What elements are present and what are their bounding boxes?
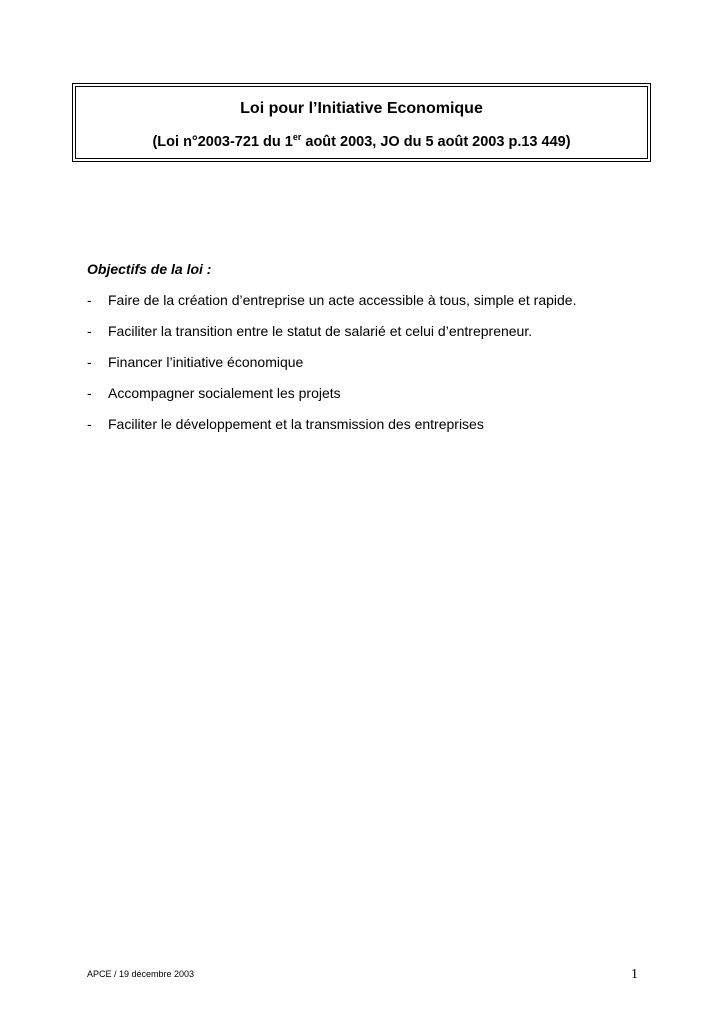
page-number: 1 — [631, 967, 638, 982]
objective-text: Financer l’initiative économique — [108, 354, 304, 370]
bullet-dash: - — [87, 416, 92, 432]
document-title: Loi pour l’Initiative Economique — [240, 100, 483, 117]
bullet-dash: - — [87, 292, 92, 308]
objective-text: Faciliter le développement et la transmission des entreprises — [108, 416, 484, 432]
section-heading: Objectifs de la loi : — [87, 261, 212, 277]
subtitle-end: août 2003, JO du 5 août 2003 p.13 449) — [301, 134, 571, 150]
objective-text: Faire de la création d’entreprise un acte accessible à tous, simple et rapide. — [108, 292, 577, 308]
subtitle-start: (Loi n°2003-721 du 1 — [152, 134, 293, 150]
bullet-dash: - — [87, 385, 92, 401]
bullet-dash: - — [87, 354, 92, 370]
bullet-dash: - — [87, 323, 92, 339]
document-subtitle — [76, 133, 647, 151]
subtitle-superscript: er — [292, 132, 302, 142]
objective-text: Accompagner socialement les projets — [108, 385, 341, 401]
objective-text: Faciliter la transition entre le statut de salarié et celui d’entrepreneur. — [108, 323, 533, 339]
title-box — [72, 83, 651, 162]
footer-text: APCE / 19 décembre 2003 — [87, 969, 195, 979]
